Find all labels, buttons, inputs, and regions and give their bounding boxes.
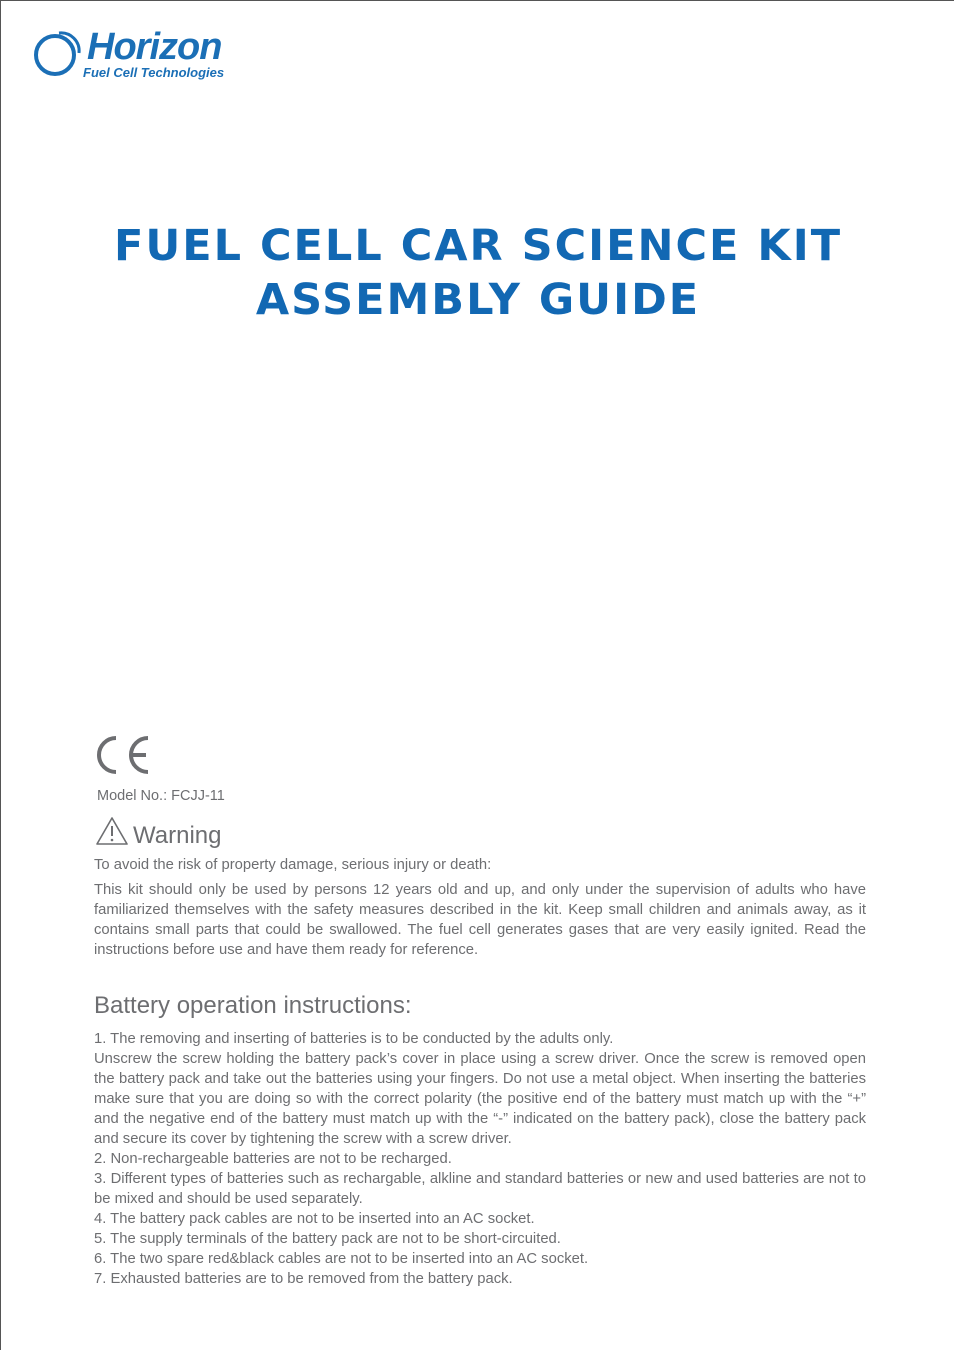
warning-heading: Warning: [133, 822, 222, 849]
battery-instructions: [94, 1029, 866, 1289]
document-title: [1, 219, 954, 327]
warning-intro: To avoid the risk of property damage, serious injury or death:: [94, 857, 492, 873]
list-item: 7. Exhausted batteries are to be removed from the battery pack.: [94, 1271, 513, 1287]
list-item: Unscrew the screw holding the battery pack’s cover in place using a screw driver. Once the screw is removed open the battery pack and take out the batteries using your fingers. Do not use a metal object. When inserting the batteries make sure that you are doing so with the correct polarity (the positive end of the battery must match up with the “+” and the negative end of the battery must match up with the “-” indicated on the battery pack), close the battery pack and secure its cover by tightening the screw with a screw driver.: [94, 1051, 866, 1147]
logo-tagline: Fuel Cell Technologies: [83, 65, 225, 80]
warning-triangle-icon: [95, 816, 129, 846]
battery-heading: Battery operation instructions:: [94, 992, 412, 1019]
list-item: 4. The battery pack cables are not to be inserted into an AC socket.: [94, 1211, 535, 1227]
list-item: 1. The removing and inserting of batteries is to be conducted by the adults only.: [94, 1031, 614, 1047]
list-item: 5. The supply terminals of the battery pack are not to be short-circuited.: [94, 1231, 561, 1247]
logo-name: Horizon: [87, 26, 222, 68]
title-line-1: FUEL CELL CAR SCIENCE KIT: [113, 221, 843, 271]
warning-body: This kit should only be used by persons 12 years old and up, and only under the supervision of adults who have familiarized themselves with the safety measures described in the kit. Keep small children and animals away, as it contains small parts that could be swallowed. The fuel cell generates gases that are very easily ignited. Read the instructions before use and have them ready for reference.: [94, 882, 866, 958]
list-item: 2. Non-rechargeable batteries are not to be recharged.: [94, 1151, 452, 1167]
model-number: Model No.: FCJJ-11: [97, 788, 225, 804]
list-item: 6. The two spare red&black cables are not to be inserted into an AC socket.: [94, 1251, 589, 1267]
horizon-logo: [31, 27, 261, 87]
title-line-2: ASSEMBLY GUIDE: [255, 275, 701, 325]
ce-mark-icon: [96, 734, 156, 781]
list-item: 3. Different types of batteries such as rechargable, alkline and standard batteries or new and used batteries are not to be mixed and should be used separately.: [94, 1171, 866, 1207]
horizon-ring-icon: [31, 27, 87, 83]
